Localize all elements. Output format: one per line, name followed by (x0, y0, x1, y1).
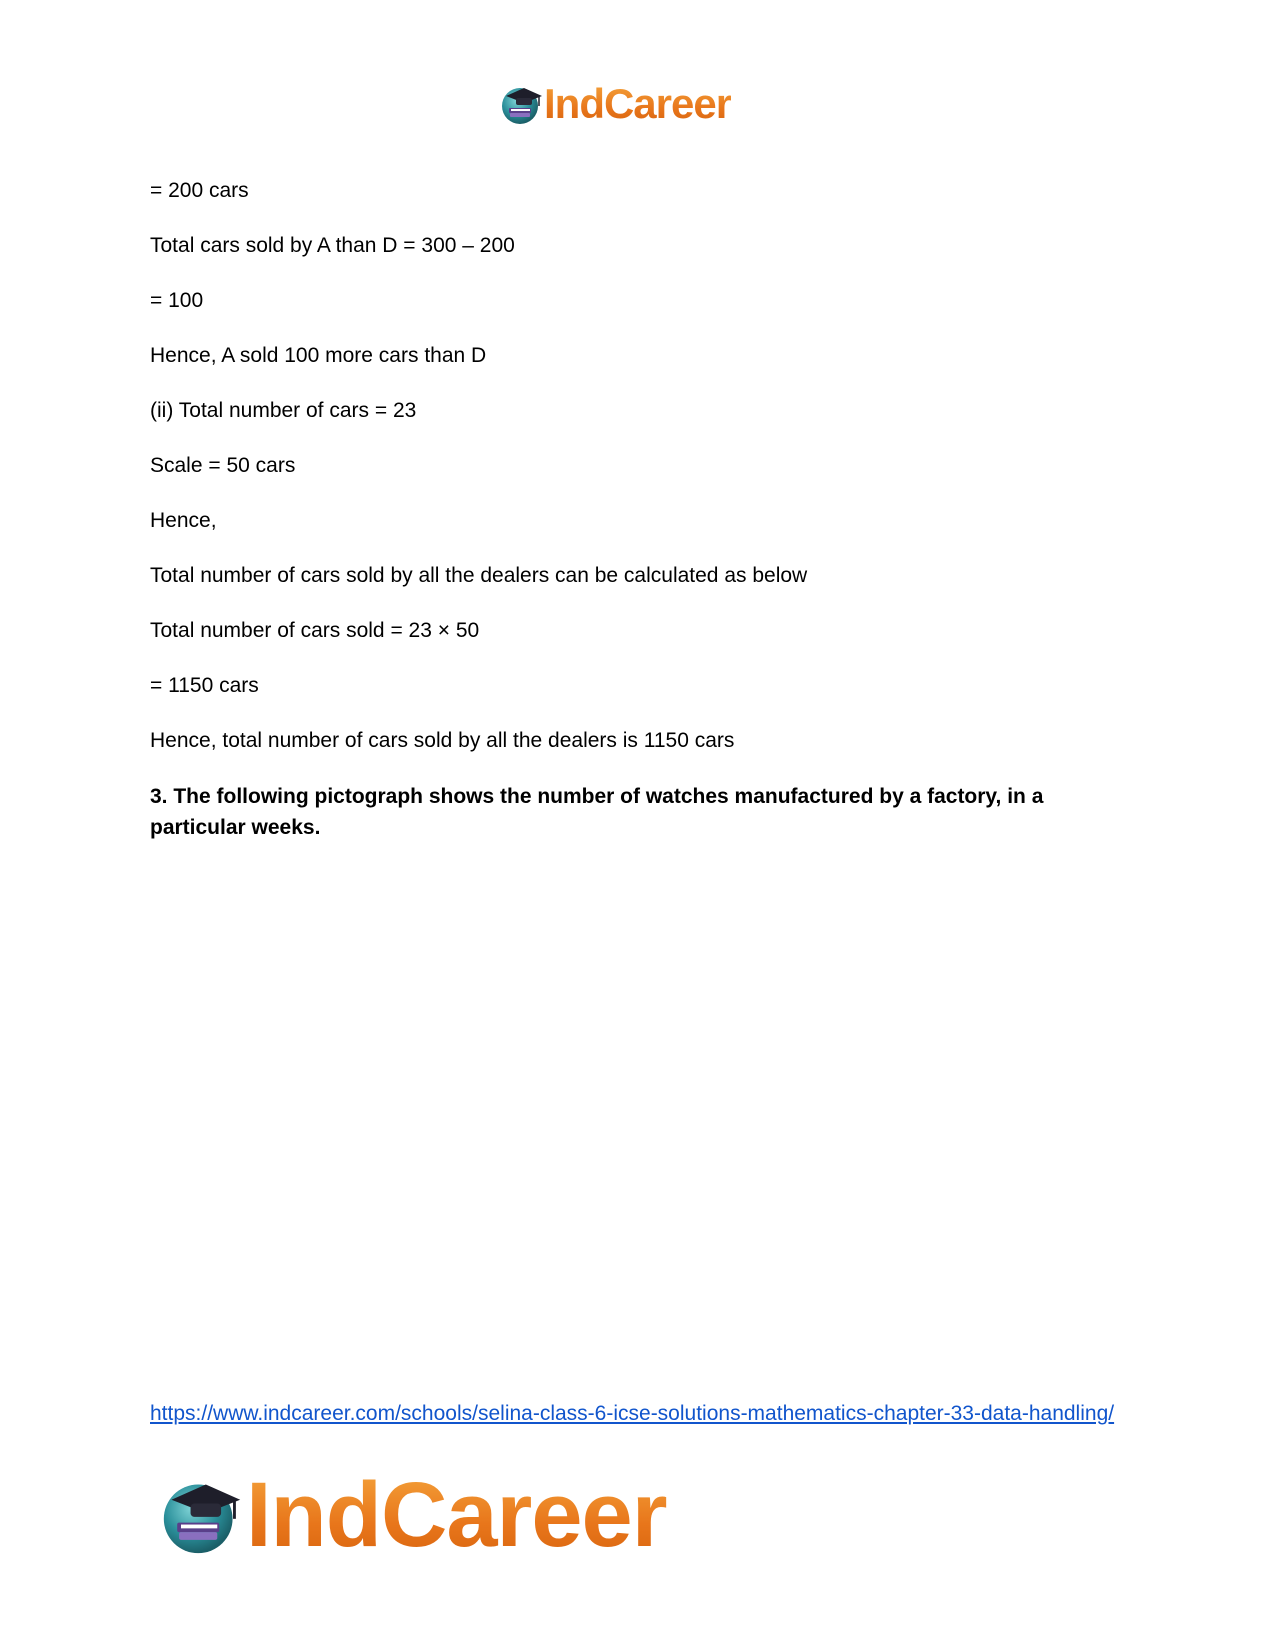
header-logo (500, 80, 731, 128)
footer-logo-text: IndCareer (246, 1464, 667, 1566)
body-line: Hence, A sold 100 more cars than D (150, 344, 487, 367)
body-line: = 1150 cars (150, 674, 259, 697)
body-line: Total number of cars sold by all the dealers can be calculated as below (150, 564, 808, 587)
question-heading: 3. The following pictograph shows the number of watches manufactured by a factory, in a particular weeks. (150, 785, 1044, 839)
body-line: = 200 cars (150, 179, 249, 202)
graduation-cap-globe-icon (500, 82, 544, 126)
body-line: Hence, total number of cars sold by all the dealers is 1150 cars (150, 729, 735, 752)
source-url-link[interactable]: https://www.indcareer.com/schools/selina-class-6-icse-solutions-mathematics-chapter-33-data-handling/ (150, 1402, 1115, 1425)
body-line: Total cars sold by A than D = 300 – 200 (150, 234, 515, 257)
body-line: (ii) Total number of cars = 23 (150, 399, 417, 422)
graduation-cap-globe-icon (160, 1473, 244, 1557)
footer-logo (160, 1464, 667, 1566)
body-line: Hence, (150, 509, 217, 532)
body-line: Scale = 50 cars (150, 454, 296, 477)
header-logo-text: IndCareer (544, 80, 732, 127)
body-line: = 100 (150, 289, 204, 312)
body-line: Total number of cars sold = 23 × 50 (150, 619, 480, 642)
